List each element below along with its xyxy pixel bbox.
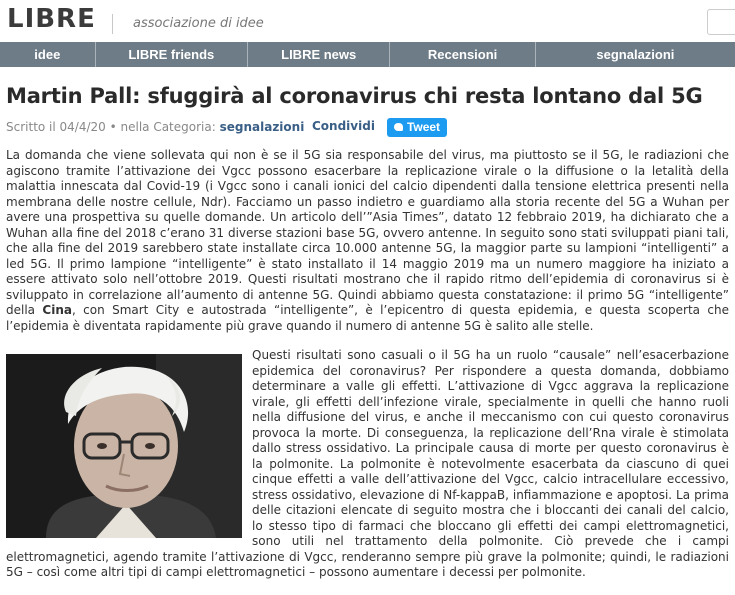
nav-item-libre-news[interactable]: LIBRE news: [248, 42, 390, 67]
nav-item-segnalazioni[interactable]: segnalazioni: [596, 47, 675, 62]
tweet-button[interactable]: [387, 118, 447, 137]
article-body: [6, 148, 729, 595]
article-title[interactable]: Martin Pall: sfuggirà al coronavirus chi resta lontano dal 5G: [6, 84, 703, 108]
search-input[interactable]: [707, 9, 735, 35]
site-logo[interactable]: LIBRE: [7, 4, 96, 34]
article-meta: [6, 120, 304, 134]
share-link[interactable]: Condividi: [312, 119, 375, 133]
nav-item-recensioni[interactable]: Recensioni: [390, 42, 535, 67]
nav-item-idee[interactable]: idee: [0, 42, 96, 67]
nav-item-libre-friends[interactable]: LIBRE friends: [96, 42, 248, 67]
portrait-illustration: [6, 354, 242, 538]
paragraph-1-text-b: , con Smart City e autostrada “intelligente”, è l’epicentro di questa epidemia, e questa scoperta che l’epidemia è diventata rapidamente più grave quando il numero di antenne 5G è salito alle stelle.: [6, 303, 729, 333]
tweet-label: Tweet: [406, 120, 441, 134]
site-header: [0, 0, 735, 42]
paragraph-2: Questi risultati sono casuali o il 5G ha un ruolo “causale” nell’esacerbazione epidemica del coronavirus? Per rispondere a questa domanda, dobbiamo determinare a valle gli effetti. L’attivazione di Vgcc aggrava la replicazione virale, gli effetti dell’infezione virale, specialmente in quelli che hanno ruoli nella diffusione del virus, e anche il meccanismo con cui questo coronavirus provoca la morte. Di conseguenza, la replicazione dell’Rna virale è stimolata dallo stress ossidativo. La principale causa di morte per questo coronavirus è la polmonite. La polmonite è notevolmente esacerbata da ciascuno di quei cinque effetti a valle dell’attivazione del Vgcc, calcio intracellulare eccessivo, stress ossidativo, elevazione di Nf-kappaB, infiammazione e apoptosi. La prima delle citazioni elencate di seguito mostra che i bloccanti dei canali del calcio, lo stesso tipo di farmaci che bloccano gli effetti dei campi elettromagnetici, sono utili nel trattamento della polmonite. Ciò prevede che i campi elettromagnetici, agendo tramite l’attivazione di Vgcc, renderanno sempre più grave la polmonite; quindi, le radiazioni 5G – così come altri tipi di campi elettromagnetici – possono aumentare i decessi per polmonite.: [6, 348, 729, 579]
meta-date-category-label: Scritto il 04/4/20 • nella Categoria:: [6, 120, 220, 134]
paragraph-1-text-a: La domanda che viene sollevata qui non è se il 5G sia responsabile del virus, ma piuttosto se il 5G, le radiazioni che agiscono tramite l’attivazione dei Vgcc possono esacerbare la replicazione virale o la diffusione o la letalità della malattia innescata dal Covid-19 (i Vgcc sono i canali ionici del calcio dipendenti dalla tensione elettrica presenti nella membrana delle nostre cellule, Ndr). Facciamo un passo indietro e guardiamo alla storia recente del 5G a Wuhan per avere una prospettiva su quelle domande. Un articolo dell’”Asia Times”, datato 12 febbraio 2019, ha dichiarato che a Wuhan alla fine del 2018 c’erano 31 diverse stazioni base 5G, ovvero antenne. In seguito sono stati sviluppati piani tali, che alla fine del 2019 sarebbero state installate circa 10.000 antenne 5G, la maggior parte su lampioni “intelligenti” a led 5G. Il primo lampione “intelligente” è stato installato il 14 maggio 2019 ma un numero maggiore ha iniziato a essere attivato solo nell’ottobre 2019. Questi risultati mostrano che il rapido ritmo dell’epidemia di coronavirus si è sviluppato in correlazione all’aumento di antenne 5G. Quindi abbiamo questa constatazione: il primo 5G “intelligente” della: [6, 148, 729, 317]
site-tagline: associazione di idee: [112, 14, 264, 34]
paragraph-1: [6, 148, 729, 334]
paragraph-1-bold: Cina: [42, 303, 72, 317]
main-nav: [0, 42, 735, 67]
category-link[interactable]: segnalazioni: [219, 120, 305, 134]
twitter-bird-icon: [394, 123, 403, 131]
author-photo: [6, 354, 242, 538]
